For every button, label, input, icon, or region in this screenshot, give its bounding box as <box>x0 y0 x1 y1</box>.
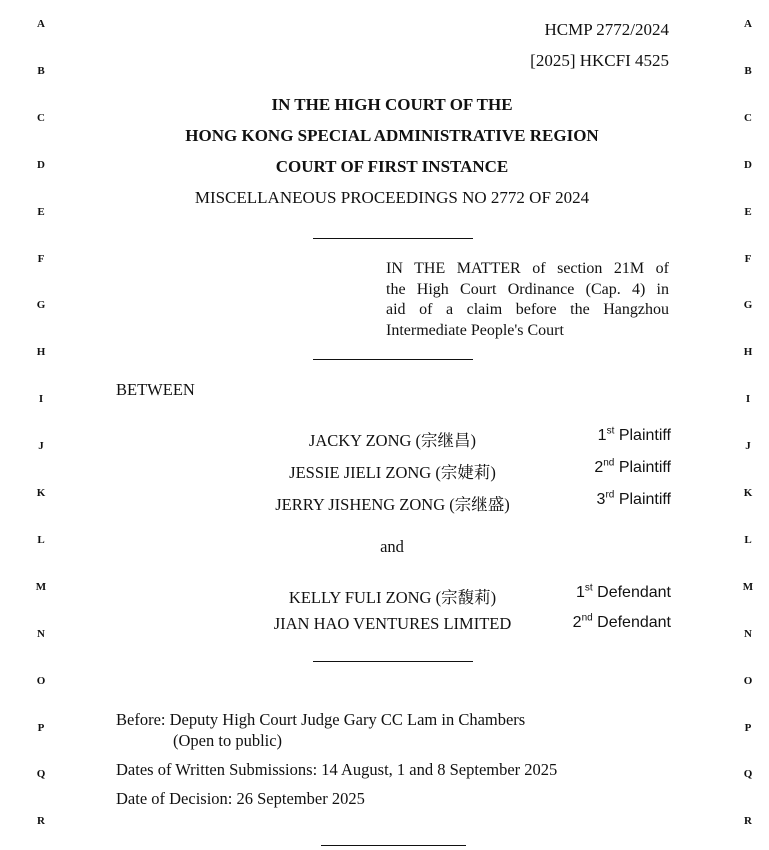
matter-line: Intermediate People's Court <box>386 321 564 339</box>
plaintiff-1-name: JACKY ZONG (宗继昌) <box>308 431 477 450</box>
defendant-2-role: 2nd Defendant <box>572 612 671 631</box>
margin-letter: A <box>37 18 45 30</box>
margin-letter: F <box>744 252 752 265</box>
margin-letter: E <box>37 205 45 218</box>
margin-letter: K <box>36 487 46 499</box>
margin-letter: O <box>36 674 46 687</box>
margin-letter: N <box>744 627 752 640</box>
plaintiff-2-role: 2nd Plaintiff <box>594 457 671 476</box>
margin-letter: A <box>744 18 752 30</box>
neutral-citation: [2025] HKCFI 4525 <box>530 51 669 70</box>
margin-letter: M <box>35 580 47 593</box>
margin-letter: F <box>37 252 45 265</box>
margin-letter: G <box>36 299 46 312</box>
matter-line: IN THE MATTER of section 21M of <box>386 260 669 277</box>
margin-letter: P <box>744 721 752 734</box>
court-title-line3: COURT OF FIRST INSTANCE <box>275 157 509 176</box>
margin-letter: P <box>37 721 45 734</box>
margin-letter: L <box>744 533 752 546</box>
margin-letter: Q <box>36 768 46 781</box>
submission-dates: Dates of Written Submissions: 14 August, 1 and 8 September 2025 <box>116 760 558 779</box>
margin-letter: J <box>38 440 44 453</box>
margin-letter: L <box>37 533 45 546</box>
margin-letter: O <box>743 674 753 687</box>
margin-letter: I <box>745 393 751 406</box>
margin-letter: N <box>37 627 45 640</box>
and-label: and <box>380 537 404 556</box>
divider <box>313 661 473 662</box>
margin-letter: B <box>744 64 752 77</box>
case-number: HCMP 2772/2024 <box>544 20 669 39</box>
court-title-line1: IN THE HIGH COURT OF THE <box>271 95 513 114</box>
matter-line: aid of a claim before the Hangzhou <box>386 301 669 318</box>
defendant-1-role: 1st Defendant <box>576 582 671 601</box>
before-line: Before: Deputy High Court Judge Gary CC Lam in Chambers <box>116 710 526 729</box>
court-title-line2: HONG KONG SPECIAL ADMINISTRATIVE REGION <box>185 126 599 145</box>
margin-letter: I <box>38 393 44 406</box>
margin-letter: R <box>37 815 45 828</box>
margin-letter: C <box>744 111 752 124</box>
margin-letter: E <box>744 205 752 218</box>
margin-letter: D <box>744 158 752 171</box>
decision-date: Date of Decision: 26 September 2025 <box>116 789 365 808</box>
plaintiff-2-name: JESSIE JIELI ZONG (宗婕莉) <box>289 463 496 482</box>
margin-letter: Q <box>743 768 753 781</box>
proceedings-title: MISCELLANEOUS PROCEEDINGS NO 2772 OF 2024 <box>194 188 590 207</box>
margin-letter: G <box>743 299 753 312</box>
plaintiff-1-role: 1st Plaintiff <box>597 425 671 444</box>
between-label: BETWEEN <box>116 380 195 399</box>
margin-letter: R <box>744 815 752 828</box>
margin-letter: C <box>37 111 45 124</box>
divider <box>313 359 473 360</box>
margin-letter: H <box>743 346 753 359</box>
margin-letter: D <box>37 158 45 171</box>
margin-letter: H <box>36 346 46 359</box>
defendant-1-name: KELLY FULI ZONG (宗馥莉) <box>288 588 497 607</box>
divider <box>321 845 466 846</box>
margin-letter: J <box>745 440 751 453</box>
defendant-2-name: JIAN HAO VENTURES LIMITED <box>273 614 512 633</box>
divider <box>313 238 473 239</box>
open-to-public: (Open to public) <box>173 731 283 750</box>
margin-letter: M <box>742 580 754 593</box>
plaintiff-3-role: 3rd Plaintiff <box>596 489 671 508</box>
margin-letter: B <box>37 64 45 77</box>
margin-letter: K <box>743 487 753 499</box>
plaintiff-3-name: JERRY JISHENG ZONG (宗继盛) <box>275 495 510 514</box>
in-the-matter-block <box>386 259 669 341</box>
matter-line: the High Court Ordinance (Cap. 4) in <box>386 280 669 298</box>
